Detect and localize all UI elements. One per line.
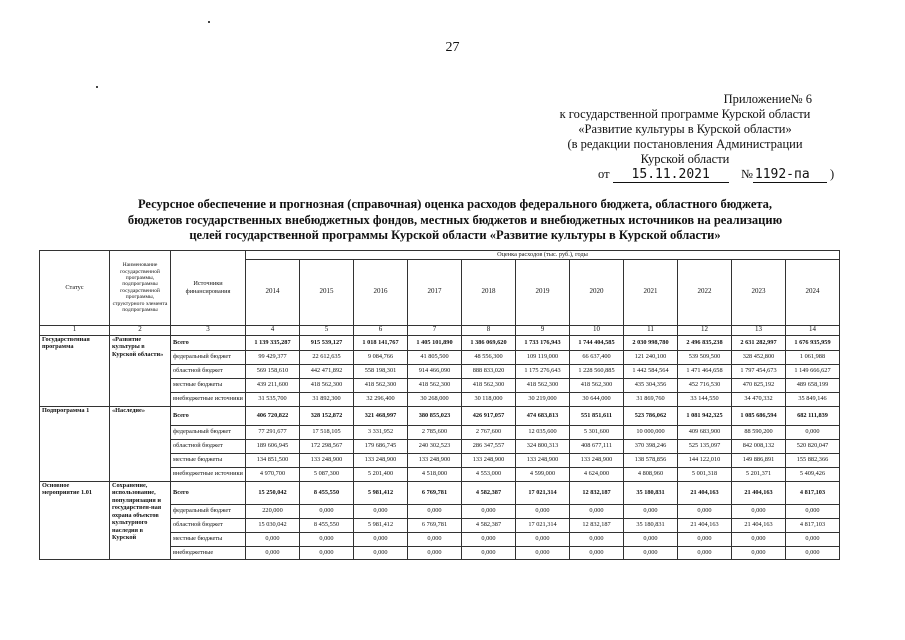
- column-number: 1: [40, 325, 110, 335]
- value-cell: 1 061,988: [786, 350, 840, 364]
- value-cell: 1 744 404,585: [570, 335, 624, 350]
- value-cell: 324 800,313: [516, 439, 570, 453]
- header-source: Источники финансирования: [171, 251, 246, 326]
- value-cell: 525 135,097: [678, 439, 732, 453]
- value-cell: 4 553,000: [462, 467, 516, 481]
- row-source: Всего: [171, 335, 246, 350]
- row-source: местные бюджеты: [171, 532, 246, 546]
- appendix-number: Приложение№ 6: [723, 92, 812, 106]
- value-cell: 418 562,300: [300, 378, 354, 392]
- value-cell: 17 021,314: [516, 481, 570, 504]
- value-cell: 0,000: [462, 504, 516, 518]
- value-cell: 0,000: [570, 504, 624, 518]
- value-cell: 0,000: [246, 546, 300, 559]
- value-cell: 6 769,781: [408, 518, 462, 532]
- value-cell: 0,000: [786, 504, 840, 518]
- column-number: 6: [354, 325, 408, 335]
- row-status: Основное мероприятие 1.01: [40, 481, 110, 559]
- header-year: 2015: [300, 259, 354, 325]
- value-cell: 0,000: [246, 532, 300, 546]
- value-cell: 138 578,856: [624, 453, 678, 467]
- value-cell: 0,000: [732, 504, 786, 518]
- value-cell: 0,000: [732, 532, 786, 546]
- row-source: внебюджетные: [171, 546, 246, 559]
- value-cell: 66 637,400: [570, 350, 624, 364]
- title-line: целей государственной программы Курской области «Развитие культуры в Курской области»: [189, 228, 721, 242]
- value-cell: 5 981,412: [354, 481, 408, 504]
- value-cell: 380 855,023: [408, 406, 462, 425]
- value-cell: 133 248,900: [300, 453, 354, 467]
- value-cell: 0,000: [354, 546, 408, 559]
- appendix-date-line: [520, 167, 850, 183]
- value-cell: 240 302,523: [408, 439, 462, 453]
- value-cell: 321 468,997: [354, 406, 408, 425]
- value-cell: 6 769,781: [408, 481, 462, 504]
- value-cell: 0,000: [786, 532, 840, 546]
- value-cell: 0,000: [786, 425, 840, 439]
- value-cell: 17 518,105: [300, 425, 354, 439]
- value-cell: 4 970,700: [246, 467, 300, 481]
- value-cell: 1 386 069,620: [462, 335, 516, 350]
- value-cell: 133 248,900: [354, 453, 408, 467]
- value-cell: 1 228 560,885: [570, 364, 624, 378]
- decree-number: 1192-па: [753, 167, 827, 183]
- column-number: 10: [570, 325, 624, 335]
- value-cell: 0,000: [516, 504, 570, 518]
- appendix-program-name: «Развитие культуры в Курской области»: [578, 122, 792, 136]
- value-cell: 2 631 282,997: [732, 335, 786, 350]
- column-number: 8: [462, 325, 516, 335]
- value-cell: 31 869,760: [624, 392, 678, 406]
- header-year: 2024: [786, 259, 840, 325]
- value-cell: 9 084,766: [354, 350, 408, 364]
- value-cell: 220,000: [246, 504, 300, 518]
- value-cell: 12 832,187: [570, 481, 624, 504]
- value-cell: 8 455,550: [300, 481, 354, 504]
- row-status: Подпрограмма 1: [40, 406, 110, 481]
- value-cell: 0,000: [408, 546, 462, 559]
- value-cell: 35 180,831: [624, 481, 678, 504]
- value-cell: 31 892,300: [300, 392, 354, 406]
- row-source: федеральный бюджет: [171, 425, 246, 439]
- value-cell: 0,000: [462, 532, 516, 546]
- header-year: 2016: [354, 259, 408, 325]
- value-cell: 133 248,900: [516, 453, 570, 467]
- value-cell: 0,000: [624, 504, 678, 518]
- value-cell: 0,000: [732, 546, 786, 559]
- value-cell: 34 470,332: [732, 392, 786, 406]
- value-cell: 4 624,000: [570, 467, 624, 481]
- value-cell: 15 250,042: [246, 481, 300, 504]
- value-cell: 32 296,400: [354, 392, 408, 406]
- header-year: 2014: [246, 259, 300, 325]
- header-estimate: Оценка расходов (тыс. руб.), годы: [246, 251, 840, 260]
- value-cell: 0,000: [624, 546, 678, 559]
- value-cell: 682 111,839: [786, 406, 840, 425]
- value-cell: 1 018 141,767: [354, 335, 408, 350]
- column-number: 12: [678, 325, 732, 335]
- value-cell: 558 198,301: [354, 364, 408, 378]
- value-cell: 5 001,318: [678, 467, 732, 481]
- value-cell: 914 466,090: [408, 364, 462, 378]
- value-cell: 189 606,945: [246, 439, 300, 453]
- value-cell: 21 404,163: [732, 481, 786, 504]
- header-year: 2021: [624, 259, 678, 325]
- row-source: внебюджетные источники: [171, 392, 246, 406]
- table-row: [40, 335, 840, 350]
- scan-speck: [208, 21, 210, 23]
- value-cell: 144 122,010: [678, 453, 732, 467]
- table-row: [40, 406, 840, 425]
- value-cell: 0,000: [408, 532, 462, 546]
- value-cell: 888 833,020: [462, 364, 516, 378]
- value-cell: 155 882,366: [786, 453, 840, 467]
- value-cell: 31 535,700: [246, 392, 300, 406]
- value-cell: 1 085 686,594: [732, 406, 786, 425]
- value-cell: 88 590,200: [732, 425, 786, 439]
- value-cell: 370 398,246: [624, 439, 678, 453]
- column-number: 4: [246, 325, 300, 335]
- title-line: бюджетов государственных внебюджетных фондов, местных бюджетов и внебюджетных источников на реализацию: [127, 212, 783, 227]
- value-cell: 1 405 101,890: [408, 335, 462, 350]
- value-cell: 0,000: [354, 532, 408, 546]
- row-source: Всего: [171, 406, 246, 425]
- scan-speck: [96, 86, 98, 88]
- value-cell: 35 180,831: [624, 518, 678, 532]
- column-number: 5: [300, 325, 354, 335]
- value-cell: 0,000: [516, 546, 570, 559]
- column-number: 7: [408, 325, 462, 335]
- closing-paren: ): [830, 167, 835, 181]
- row-source: областной бюджет: [171, 364, 246, 378]
- row-source: местные бюджеты: [171, 453, 246, 467]
- value-cell: 439 211,600: [246, 378, 300, 392]
- value-cell: 149 886,891: [732, 453, 786, 467]
- value-cell: 1 471 464,658: [678, 364, 732, 378]
- value-cell: 5 201,371: [732, 467, 786, 481]
- value-cell: 0,000: [570, 532, 624, 546]
- appendix-program: к государственной программе Курской области: [559, 107, 811, 121]
- value-cell: 0,000: [624, 532, 678, 546]
- value-cell: 5 409,426: [786, 467, 840, 481]
- value-cell: 0,000: [678, 546, 732, 559]
- value-cell: 133 248,900: [462, 453, 516, 467]
- value-cell: 418 562,300: [462, 378, 516, 392]
- value-cell: 418 562,300: [354, 378, 408, 392]
- value-cell: 442 471,892: [300, 364, 354, 378]
- expenditure-table: [39, 250, 840, 560]
- value-cell: 0,000: [570, 546, 624, 559]
- value-cell: 406 720,822: [246, 406, 300, 425]
- value-cell: 21 404,163: [678, 518, 732, 532]
- decree-date: 15.11.2021: [613, 167, 729, 183]
- value-cell: 3 331,952: [354, 425, 408, 439]
- row-source: Всего: [171, 481, 246, 504]
- row-source: областной бюджет: [171, 439, 246, 453]
- value-cell: 15 030,042: [246, 518, 300, 532]
- value-cell: 4 518,000: [408, 467, 462, 481]
- value-cell: 551 851,611: [570, 406, 624, 425]
- value-cell: 30 118,000: [462, 392, 516, 406]
- value-cell: 35 849,146: [786, 392, 840, 406]
- value-cell: 1 139 335,287: [246, 335, 300, 350]
- value-cell: 0,000: [300, 546, 354, 559]
- value-cell: 0,000: [300, 532, 354, 546]
- value-cell: 2 496 835,238: [678, 335, 732, 350]
- appendix-edition: (в редакции постановления Администрации: [567, 137, 803, 151]
- value-cell: 172 298,567: [300, 439, 354, 453]
- row-source: федеральный бюджет: [171, 504, 246, 518]
- value-cell: 0,000: [786, 546, 840, 559]
- value-cell: 452 716,530: [678, 378, 732, 392]
- value-cell: 30 268,000: [408, 392, 462, 406]
- value-cell: 8 455,550: [300, 518, 354, 532]
- value-cell: 286 347,557: [462, 439, 516, 453]
- value-cell: 842 008,132: [732, 439, 786, 453]
- value-cell: 5 087,300: [300, 467, 354, 481]
- table-row: [40, 481, 840, 504]
- header-year: 2023: [732, 259, 786, 325]
- row-name: «Наследие»: [110, 406, 171, 481]
- value-cell: 4 817,103: [786, 518, 840, 532]
- value-cell: 1 442 584,564: [624, 364, 678, 378]
- row-source: федеральный бюджет: [171, 350, 246, 364]
- value-cell: 1 733 176,943: [516, 335, 570, 350]
- value-cell: 1 175 276,643: [516, 364, 570, 378]
- value-cell: 0,000: [678, 532, 732, 546]
- value-cell: 4 817,103: [786, 481, 840, 504]
- column-number: 14: [786, 325, 840, 335]
- value-cell: 4 582,387: [462, 481, 516, 504]
- value-cell: 520 820,047: [786, 439, 840, 453]
- value-cell: 12 832,187: [570, 518, 624, 532]
- value-cell: 17 021,314: [516, 518, 570, 532]
- value-cell: 1 797 454,673: [732, 364, 786, 378]
- title-line: Ресурсное обеспечение и прогнозная (справочная) оценка расходов федерального бюджета, областного бюджета,: [137, 197, 773, 211]
- value-cell: 30 219,000: [516, 392, 570, 406]
- value-cell: 0,000: [678, 504, 732, 518]
- value-cell: 21 404,163: [732, 518, 786, 532]
- value-cell: 489 658,199: [786, 378, 840, 392]
- value-cell: 1 149 666,627: [786, 364, 840, 378]
- value-cell: 408 677,111: [570, 439, 624, 453]
- value-cell: 1 081 942,325: [678, 406, 732, 425]
- header-name: Наименование государственной программы, подпрограммы государственной программы, структурного элемента подпрограммы: [110, 251, 171, 326]
- column-number: 9: [516, 325, 570, 335]
- value-cell: 133 248,900: [570, 453, 624, 467]
- value-cell: 2 030 998,780: [624, 335, 678, 350]
- value-cell: 179 686,745: [354, 439, 408, 453]
- row-name: «Развитие культуры в Курской области»: [110, 335, 171, 406]
- value-cell: 5 201,400: [354, 467, 408, 481]
- column-number: 2: [110, 325, 171, 335]
- header-year: 2020: [570, 259, 624, 325]
- value-cell: 426 917,057: [462, 406, 516, 425]
- header-year: 2017: [408, 259, 462, 325]
- value-cell: 121 240,100: [624, 350, 678, 364]
- value-cell: 109 119,000: [516, 350, 570, 364]
- value-cell: 5 301,600: [570, 425, 624, 439]
- value-cell: 0,000: [516, 532, 570, 546]
- value-cell: 539 509,500: [678, 350, 732, 364]
- value-cell: 12 035,600: [516, 425, 570, 439]
- value-cell: 2 767,600: [462, 425, 516, 439]
- document-title: [95, 197, 815, 244]
- value-cell: 134 851,500: [246, 453, 300, 467]
- value-cell: 474 683,813: [516, 406, 570, 425]
- value-cell: 4 582,387: [462, 518, 516, 532]
- date-prefix: от: [598, 167, 610, 181]
- row-name: Сохранение, использование, популяризация и государствен-ная охрана объектов культурного наследия в Курской: [110, 481, 171, 559]
- value-cell: 133 248,900: [408, 453, 462, 467]
- value-cell: 418 562,300: [516, 378, 570, 392]
- value-cell: 1 676 935,959: [786, 335, 840, 350]
- value-cell: 409 683,900: [678, 425, 732, 439]
- value-cell: 41 805,500: [408, 350, 462, 364]
- value-cell: 30 644,000: [570, 392, 624, 406]
- value-cell: 22 612,635: [300, 350, 354, 364]
- row-source: внебюджетные источники: [171, 467, 246, 481]
- row-source: областной бюджет: [171, 518, 246, 532]
- number-prefix: №: [740, 167, 753, 181]
- column-number: 13: [732, 325, 786, 335]
- value-cell: 569 158,610: [246, 364, 300, 378]
- value-cell: 10 000,000: [624, 425, 678, 439]
- value-cell: 523 786,062: [624, 406, 678, 425]
- appendix-administration: Курской области: [640, 152, 730, 166]
- value-cell: 0,000: [462, 546, 516, 559]
- header-year: 2019: [516, 259, 570, 325]
- header-status: Статус: [40, 251, 110, 326]
- page-number: 27: [445, 40, 460, 55]
- header-year: 2022: [678, 259, 732, 325]
- column-number: 11: [624, 325, 678, 335]
- value-cell: 21 404,163: [678, 481, 732, 504]
- value-cell: 328 152,872: [300, 406, 354, 425]
- value-cell: 915 539,127: [300, 335, 354, 350]
- column-number: 3: [171, 325, 246, 335]
- value-cell: 4 808,960: [624, 467, 678, 481]
- row-source: местные бюджеты: [171, 378, 246, 392]
- value-cell: 418 562,300: [570, 378, 624, 392]
- value-cell: 5 981,412: [354, 518, 408, 532]
- value-cell: 2 785,600: [408, 425, 462, 439]
- header-year: 2018: [462, 259, 516, 325]
- appendix-block: [520, 92, 850, 183]
- value-cell: 33 144,550: [678, 392, 732, 406]
- value-cell: 77 291,677: [246, 425, 300, 439]
- value-cell: 0,000: [300, 504, 354, 518]
- value-cell: 0,000: [408, 504, 462, 518]
- value-cell: 435 304,356: [624, 378, 678, 392]
- row-status: Государственная программа: [40, 335, 110, 406]
- value-cell: 418 562,300: [408, 378, 462, 392]
- value-cell: 48 556,300: [462, 350, 516, 364]
- value-cell: 99 429,377: [246, 350, 300, 364]
- value-cell: 0,000: [354, 504, 408, 518]
- value-cell: 4 599,000: [516, 467, 570, 481]
- value-cell: 328 452,800: [732, 350, 786, 364]
- value-cell: 470 825,192: [732, 378, 786, 392]
